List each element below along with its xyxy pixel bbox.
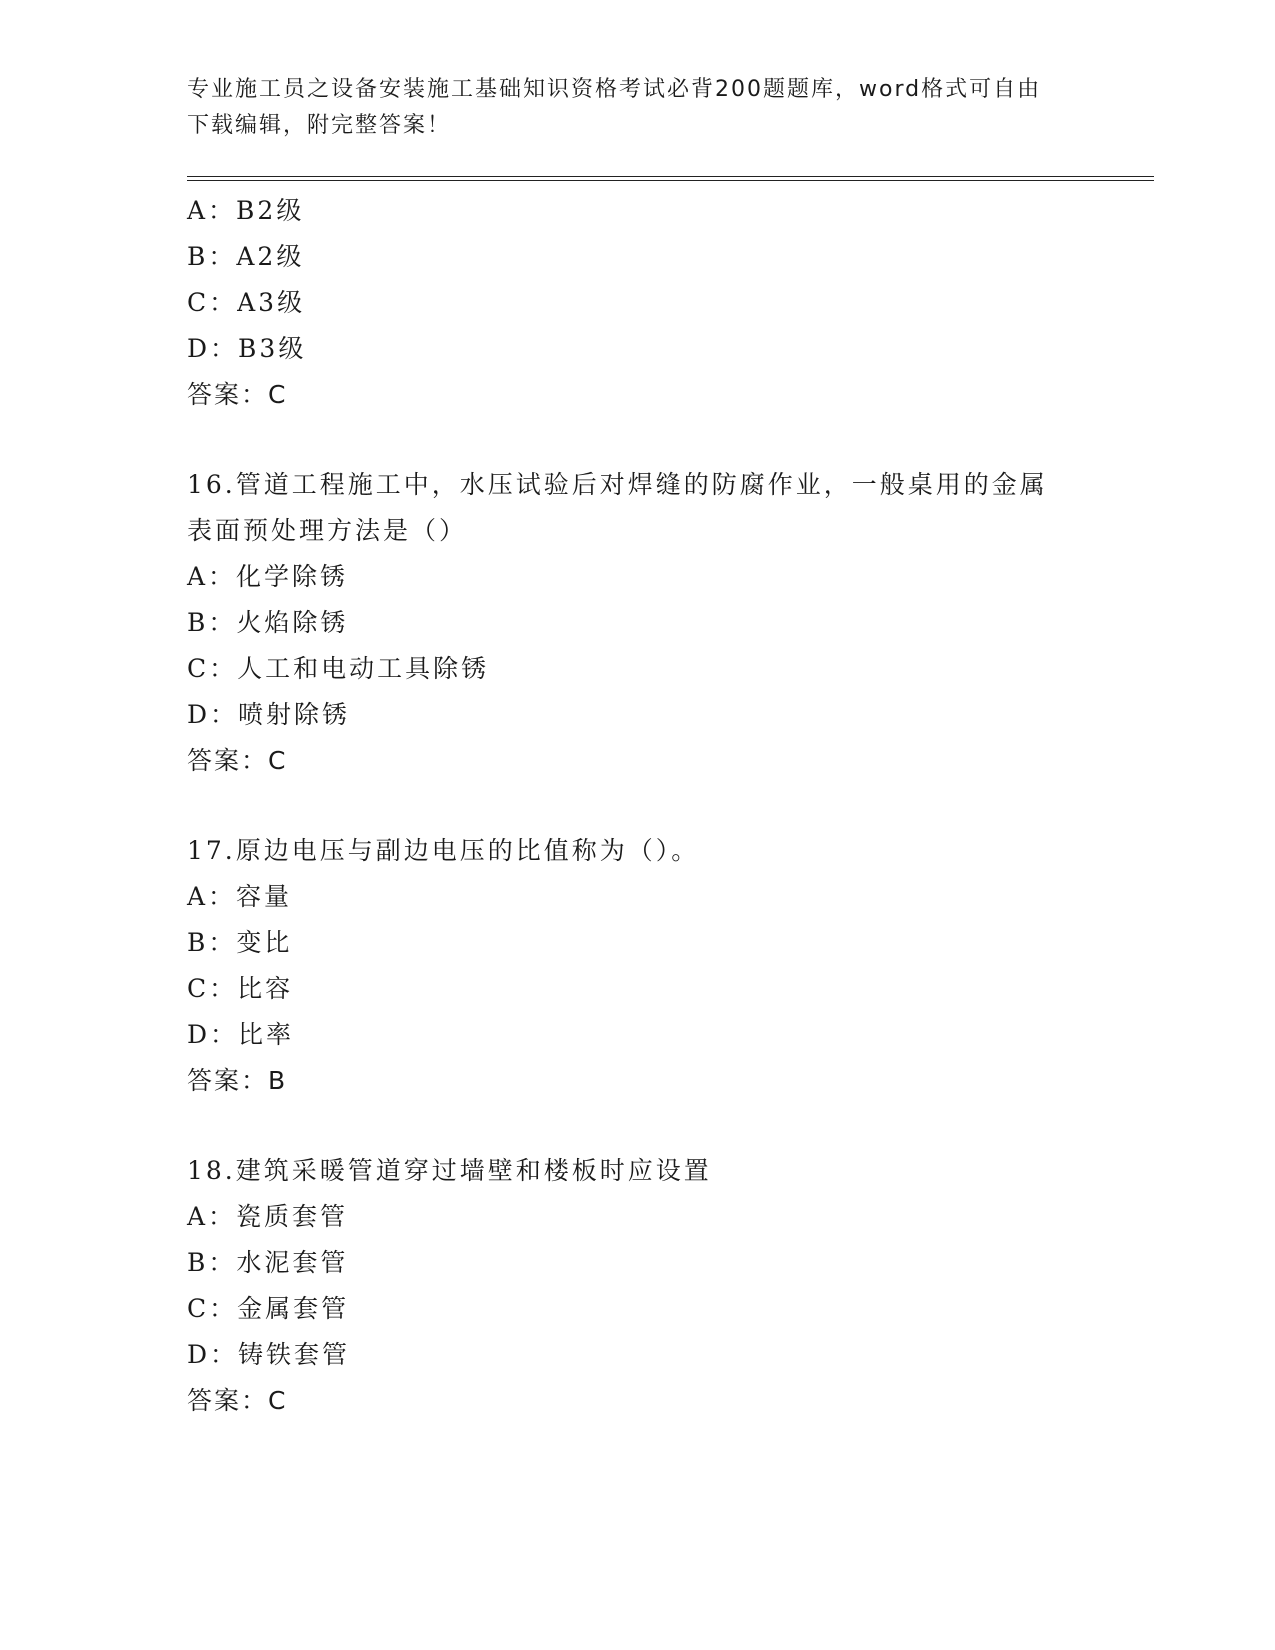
question-16 xyxy=(187,462,1167,784)
option-a: A：瓷质套管 xyxy=(187,1202,349,1231)
question-list xyxy=(187,188,1167,1424)
spacer xyxy=(187,1104,1167,1148)
question-stem-line-1: 16.管道工程施工中，水压试验后对焊缝的防腐作业，一般桌用的金属 xyxy=(187,470,1048,499)
header-divider xyxy=(187,176,1154,181)
option-d: D：比率 xyxy=(187,1020,295,1049)
option-c: C：金属套管 xyxy=(187,1294,350,1323)
answer-line: 答案：C xyxy=(187,746,288,775)
option-d: D：B3级 xyxy=(187,334,307,363)
option-c: C：人工和电动工具除锈 xyxy=(187,654,490,683)
question-stem-line-2: 表面预处理方法是（） xyxy=(187,516,468,545)
option-a: A：B2级 xyxy=(187,196,305,225)
answer-line: 答案：B xyxy=(187,1066,288,1095)
option-d: D：喷射除锈 xyxy=(187,700,351,729)
answer-line: 答案：C xyxy=(187,1386,288,1415)
spacer xyxy=(187,418,1167,462)
option-b: B：A2级 xyxy=(187,242,305,271)
option-b: B：变比 xyxy=(187,928,293,957)
answer-line: 答案：C xyxy=(187,380,288,409)
option-b: B：火焰除锈 xyxy=(187,608,349,637)
question-stem-line-1: 18.建筑采暖管道穿过墙壁和楼板时应设置 xyxy=(187,1156,712,1185)
option-d: D：铸铁套管 xyxy=(187,1340,351,1369)
document-header xyxy=(187,72,1087,144)
option-a: A：容量 xyxy=(187,882,293,911)
option-a: A：化学除锈 xyxy=(187,562,349,591)
question-15 xyxy=(187,188,1167,418)
question-18 xyxy=(187,1148,1167,1424)
option-b: B：水泥套管 xyxy=(187,1248,349,1277)
option-c: C：A3级 xyxy=(187,288,306,317)
header-line-2: 下载编辑，附完整答案！ xyxy=(187,113,452,138)
question-17 xyxy=(187,828,1167,1104)
option-c: C：比容 xyxy=(187,974,294,1003)
header-line-1: 专业施工员之设备安装施工基础知识资格考试必背200题题库，word格式可自由 xyxy=(187,77,1042,102)
question-stem-line-1: 17.原边电压与副边电压的比值称为（）。 xyxy=(187,836,700,865)
spacer xyxy=(187,784,1167,828)
